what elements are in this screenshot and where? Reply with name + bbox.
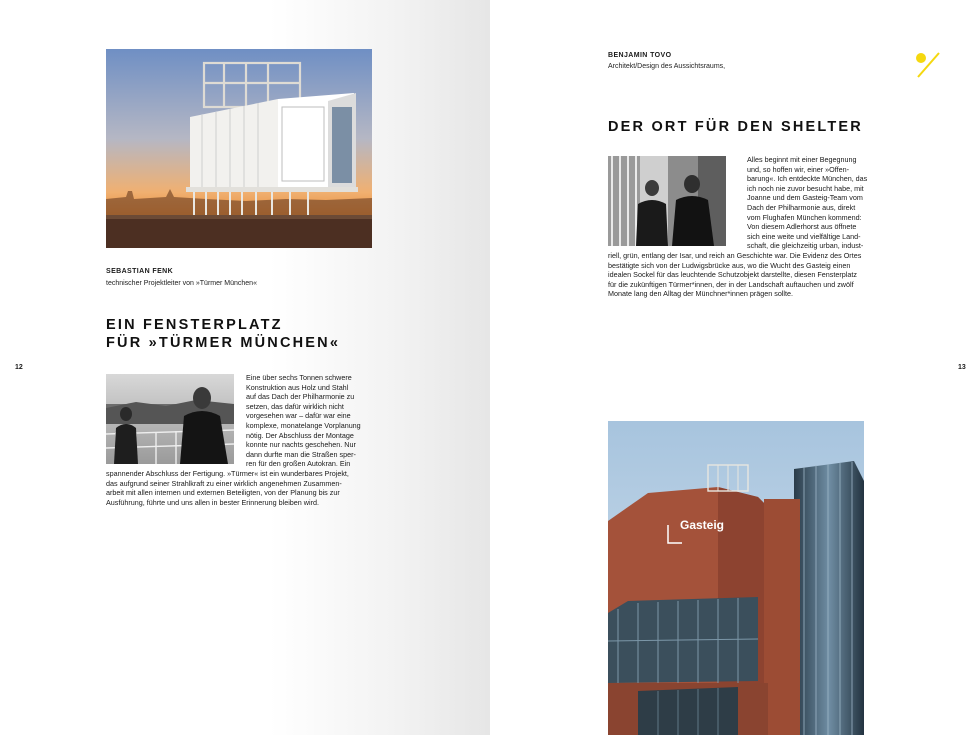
- right-body-line: Monate lang den Alltag der Münchner*innen prägen sollte.: [608, 289, 794, 299]
- right-page: [490, 0, 980, 735]
- right-body-line: für die zukünftigen Türmer*innen, der in der Landschaft auftauchen und zwölf: [608, 279, 854, 289]
- right-body-text: [608, 155, 871, 299]
- left-body-line: Eine über sechs Tonnen schwere: [246, 373, 352, 382]
- left-page-number: 12: [15, 364, 23, 371]
- right-body-line: sich eine weite und vielfältige Land-: [747, 231, 861, 241]
- right-body-line: bestätigte sich von der Ludwigsbrücke aus, wo die Wucht des Gasteig einen: [608, 260, 851, 270]
- right-body-line: Joanne und dem Gasteig-Team vom: [747, 193, 863, 203]
- left-body-line: spannender Abschluss der Fertigung. »Türmer« ist ein wunderbares Projekt,: [106, 468, 349, 478]
- left-body-line: konnte nur nachts geschehen. Nur: [246, 440, 356, 450]
- left-body-line: arbeit mit allen internen und externen Beteiligten, von der Planung bis zur: [106, 488, 340, 498]
- right-body-line: barung«. Ich entdeckte München, das: [747, 174, 868, 184]
- left-body-line: Konstruktion aus Holz und Stahl: [246, 382, 349, 392]
- left-person-role: technischer Projektleiter von »Türmer München«: [106, 280, 257, 287]
- left-body-line: dann durfte man die Straßen sper-: [246, 449, 356, 459]
- left-heading-line-2: FÜR »TÜRMER MÜNCHEN«: [106, 335, 341, 351]
- left-heading: [106, 316, 340, 352]
- left-body-line: Ausführung, führte und uns allen in bester Erinnerung bleiben wird.: [106, 497, 319, 507]
- left-body-line: auf das Dach der Philharmonie zu: [246, 392, 355, 402]
- right-page-number: 13: [958, 364, 966, 371]
- gasteig-building-photo: [608, 421, 864, 735]
- left-heading-line-1: EIN FENSTERPLATZ: [106, 317, 283, 333]
- left-body-line: ren für den großen Autokran. Ein: [246, 459, 351, 469]
- right-person-role: Architekt/Design des Aussichtsraums,: [608, 63, 726, 70]
- gasteig-sign: Gasteig: [680, 518, 725, 532]
- right-person-name: BENJAMIN TOVO: [608, 52, 672, 59]
- left-body-text: [106, 373, 366, 507]
- left-body-line: das aufgrund seiner Strahlkraft zu einer wirklich angenehmen Zusammen-: [106, 478, 342, 488]
- percent-moon-logo-icon: [914, 50, 944, 80]
- right-body-line: Dach der Philharmonie aus, direkt: [747, 202, 856, 212]
- left-body-line: nötig. Der Abschluss der Montage: [246, 430, 354, 440]
- right-heading: DER ORT FÜR DEN SHELTER: [608, 119, 863, 135]
- right-body-line: ich noch nie zuvor besucht habe, mit: [747, 183, 864, 193]
- right-body-line: idealen Sockel für das leuchtende Schutzobjekt darstellte, diesen Fensterplatz: [608, 270, 857, 280]
- left-body-line: komplexe, monatelange Vorplanung: [246, 420, 361, 430]
- right-body-line: schaft, die gleichzeitig urban, indust-: [747, 241, 864, 251]
- left-body-line: setzen, das dafür wirklich nicht: [246, 401, 344, 411]
- right-body-line: Von diesem Adlerhorst aus öffnete: [747, 222, 857, 232]
- left-person-name: SEBASTIAN FENK: [106, 268, 174, 275]
- left-body-line: vorgesehen war – dafür war eine: [246, 411, 351, 421]
- right-body-line: und, so hoffen wir, einer »Offen-: [747, 164, 850, 174]
- right-body-line: vom Flughafen München kommend:: [747, 212, 862, 222]
- right-body-line: Alles beginnt mit einer Begegnung: [747, 155, 857, 164]
- right-body-line: riell, grün, entlang der Isar, und reich an Geschichte war. Die Evidenz des Ortes: [608, 250, 862, 260]
- tower-sunset-photo: [106, 49, 372, 248]
